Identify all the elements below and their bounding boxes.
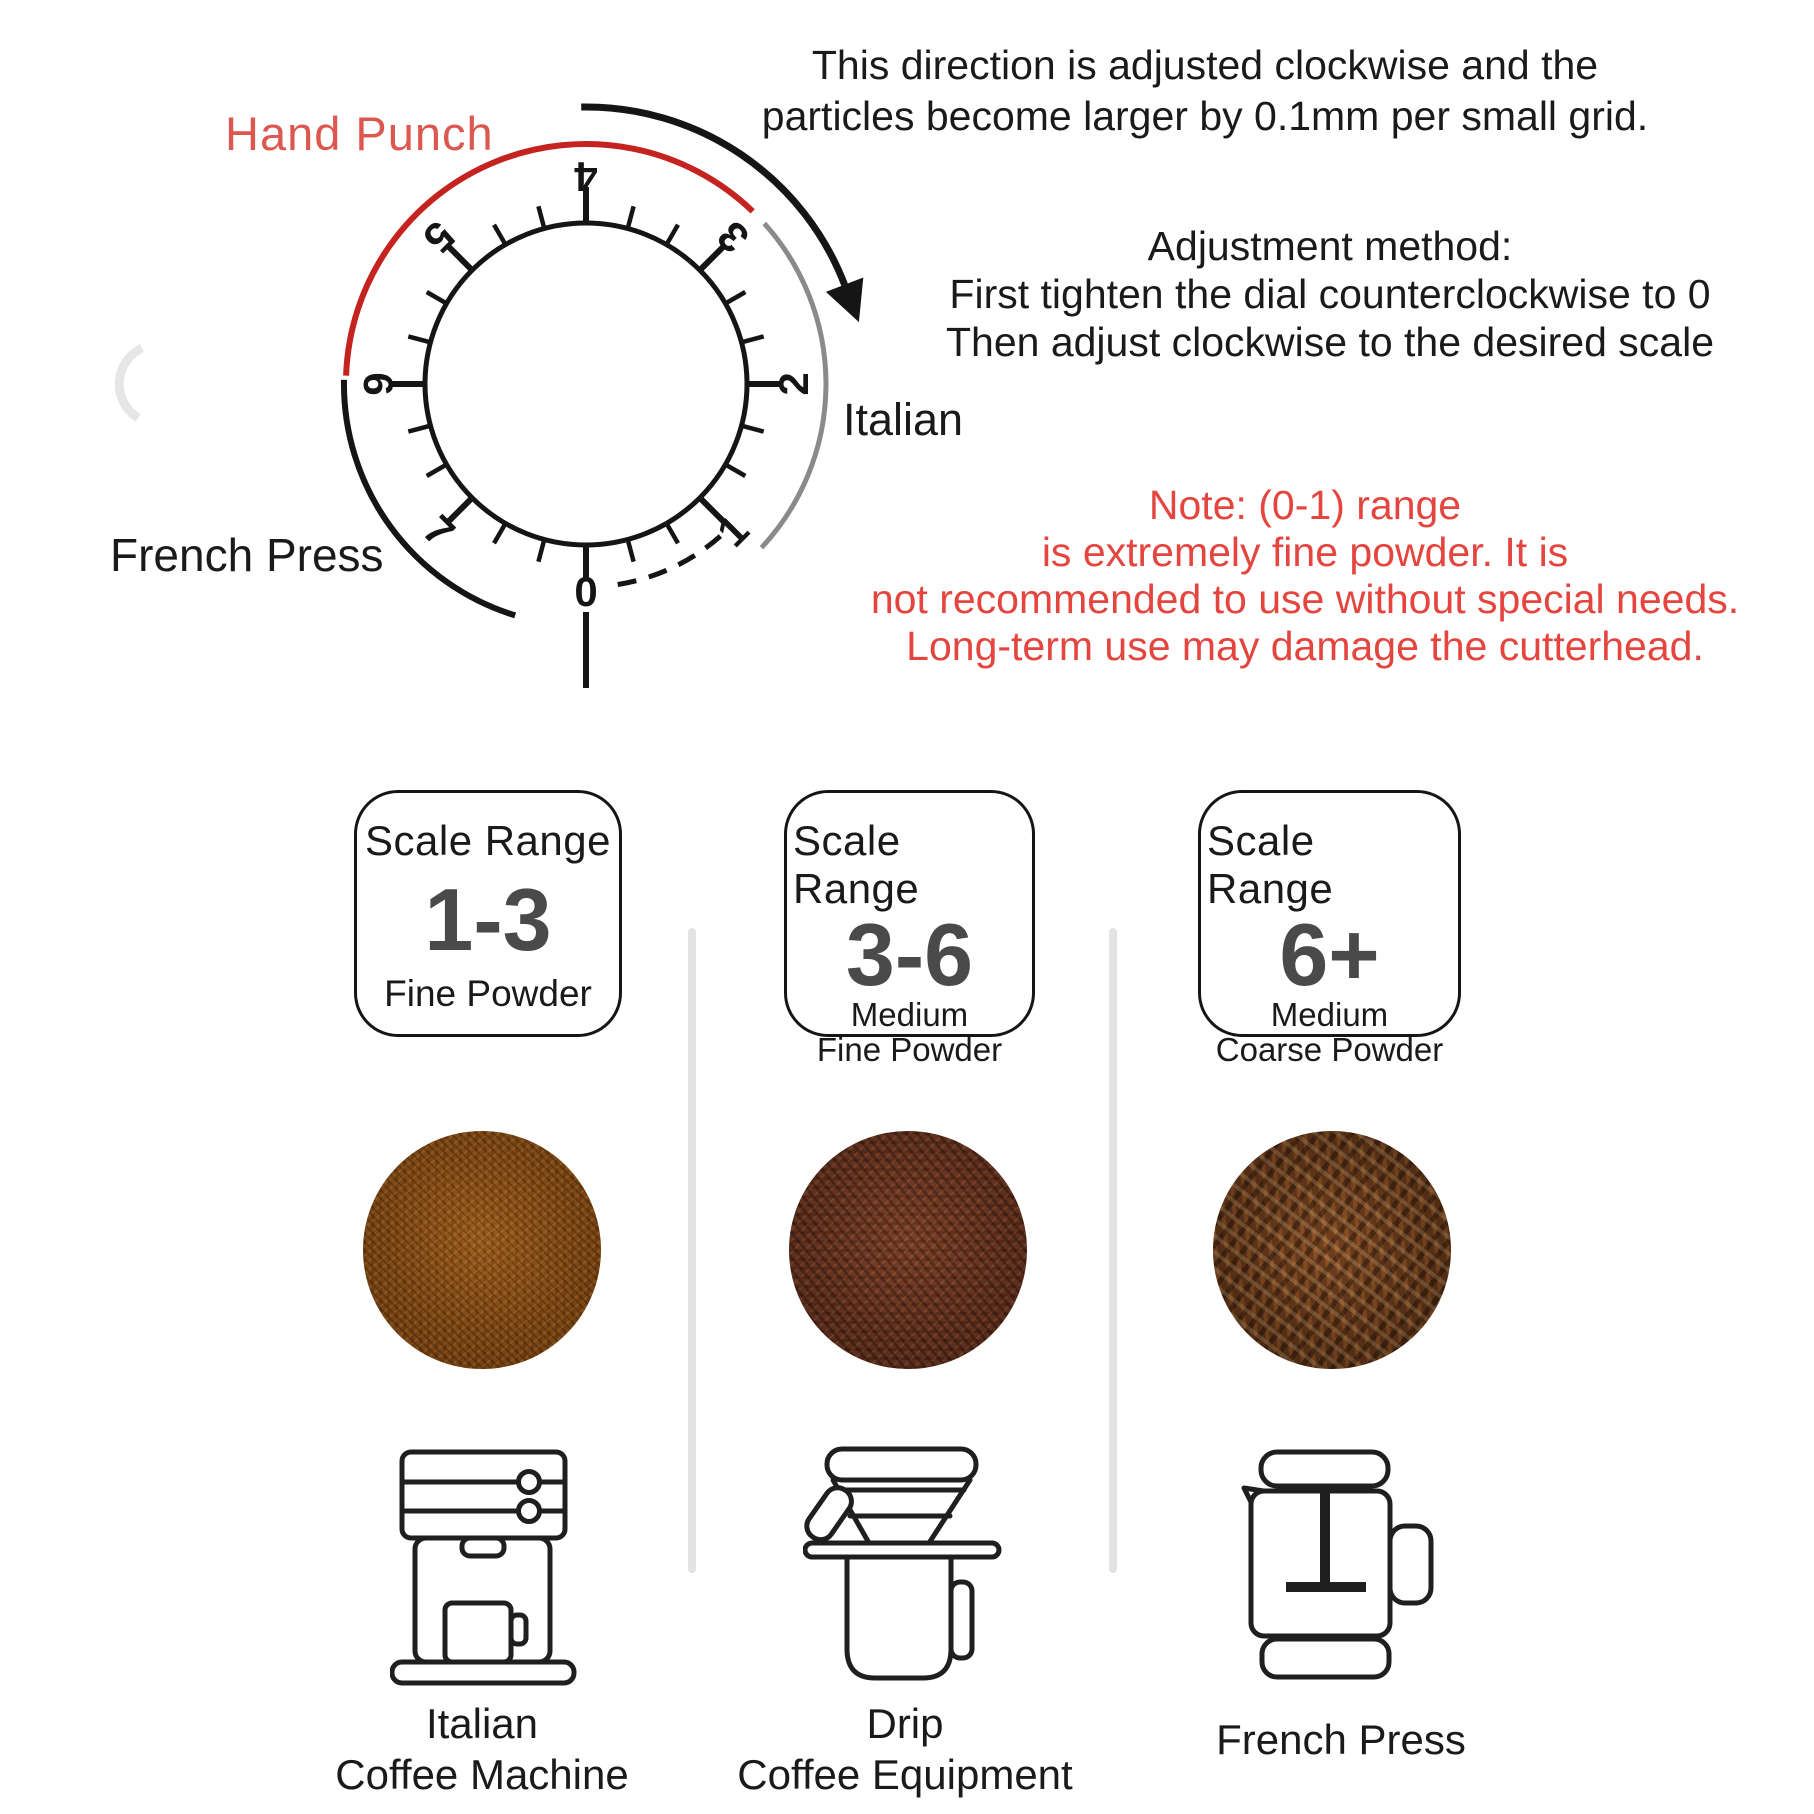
- equipment-label-drip: [715, 1698, 1095, 1800]
- adjustment-step2: Then adjust clockwise to the desired scale: [945, 319, 1714, 365]
- column-divider: [688, 928, 696, 1573]
- dial-tick: [408, 426, 430, 432]
- fine-powder-photo: [363, 1131, 601, 1369]
- warning-line1: Note: (0-1) range: [1148, 482, 1462, 528]
- dial-tick: [628, 206, 634, 228]
- equipment-label-espresso: [292, 1698, 672, 1800]
- faint-crescent: [119, 348, 142, 418]
- pour-over-dripper-icon: [803, 1446, 1003, 1686]
- adjustment-method: [855, 222, 1805, 366]
- scale-card-fine: [354, 790, 622, 1037]
- equipment-label-line: French Press: [1216, 1716, 1466, 1763]
- italian-label: Italian: [843, 394, 964, 445]
- warning-note: [780, 482, 1814, 670]
- dial-number-0: 0: [574, 568, 598, 616]
- dial-tick: [408, 336, 430, 342]
- dial-tick: [628, 540, 634, 562]
- dial-tick: [427, 465, 447, 477]
- scale-card-medium-fine: [784, 790, 1035, 1069]
- dial-tick: [538, 540, 544, 562]
- dial-number-3: 3: [707, 212, 758, 263]
- dial-number-7: 7: [414, 505, 465, 556]
- scale-card-powder-type: [817, 997, 1002, 1068]
- powder-type-line: Fine Powder: [816, 1031, 1003, 1069]
- dial-number-1: 1: [707, 505, 758, 556]
- scale-card-title: Scale Range: [1207, 817, 1334, 912]
- dial-number-2: 2: [770, 372, 818, 396]
- equipment-label-french-press: [1151, 1698, 1531, 1765]
- direction-note: [690, 40, 1720, 142]
- scale-card-powder-type: [384, 974, 592, 1014]
- dial-tick: [667, 225, 679, 245]
- powder-type-line: Coarse Powder: [1215, 1031, 1444, 1069]
- dial-number-6: 6: [354, 372, 402, 396]
- medium-fine-powder-photo: [789, 1131, 1027, 1369]
- equipment-label-line: Italian: [425, 1700, 539, 1747]
- french-press-label: French Press: [110, 529, 384, 581]
- warning-line4: Long-term use may damage the cutterhead.: [906, 623, 1704, 669]
- dial-tick: [427, 292, 447, 304]
- dial-tick: [742, 426, 764, 432]
- dial-tick: [725, 292, 745, 304]
- scale-card-range: 1-3: [424, 869, 552, 969]
- equipment-label-line: Drip: [866, 1700, 944, 1747]
- scale-card-medium-coarse: [1198, 790, 1461, 1069]
- espresso-machine-icon: [390, 1446, 580, 1686]
- dial-tick: [538, 206, 544, 228]
- dial-number-4: 4: [574, 152, 598, 200]
- column-divider: [1109, 928, 1117, 1573]
- french-press-icon: [1240, 1446, 1440, 1686]
- dial-tick: [494, 523, 506, 543]
- dial-tick: [742, 336, 764, 342]
- warning-line3: not recommended to use without special needs.: [870, 576, 1740, 622]
- medium-coarse-powder-photo: [1213, 1131, 1451, 1369]
- adjustment-step1: First tighten the dial counterclockwise to 0: [949, 271, 1711, 317]
- powder-type-line: Medium: [850, 995, 969, 1033]
- adjustment-title: Adjustment method:: [1147, 223, 1513, 269]
- equipment-label-line: Coffee Machine: [335, 1751, 629, 1798]
- dial-circle: [425, 223, 747, 545]
- direction-note-line1: This direction is adjusted clockwise and the: [811, 42, 1599, 88]
- equipment-label-line: Coffee Equipment: [737, 1751, 1073, 1798]
- dial-tick: [725, 465, 745, 477]
- warning-line2: is extremely fine powder. It is: [1041, 529, 1569, 575]
- scale-card-range: 6+: [1279, 905, 1380, 1004]
- hand-punch-label: Hand Punch: [225, 107, 494, 160]
- dial-tick: [494, 225, 506, 245]
- scale-card-range: 3-6: [845, 905, 974, 1004]
- powder-type-line: Medium: [1270, 995, 1389, 1033]
- dial-tick: [667, 523, 679, 543]
- scale-card-powder-type: [1216, 997, 1443, 1068]
- scale-card-title: Scale Range: [793, 817, 920, 912]
- dial-number-5: 5: [414, 212, 465, 263]
- direction-note-line2: particles become larger by 0.1mm per small grid.: [761, 93, 1649, 139]
- powder-type-line: Fine Powder: [384, 973, 592, 1015]
- scale-card-title: Scale Range: [365, 817, 611, 864]
